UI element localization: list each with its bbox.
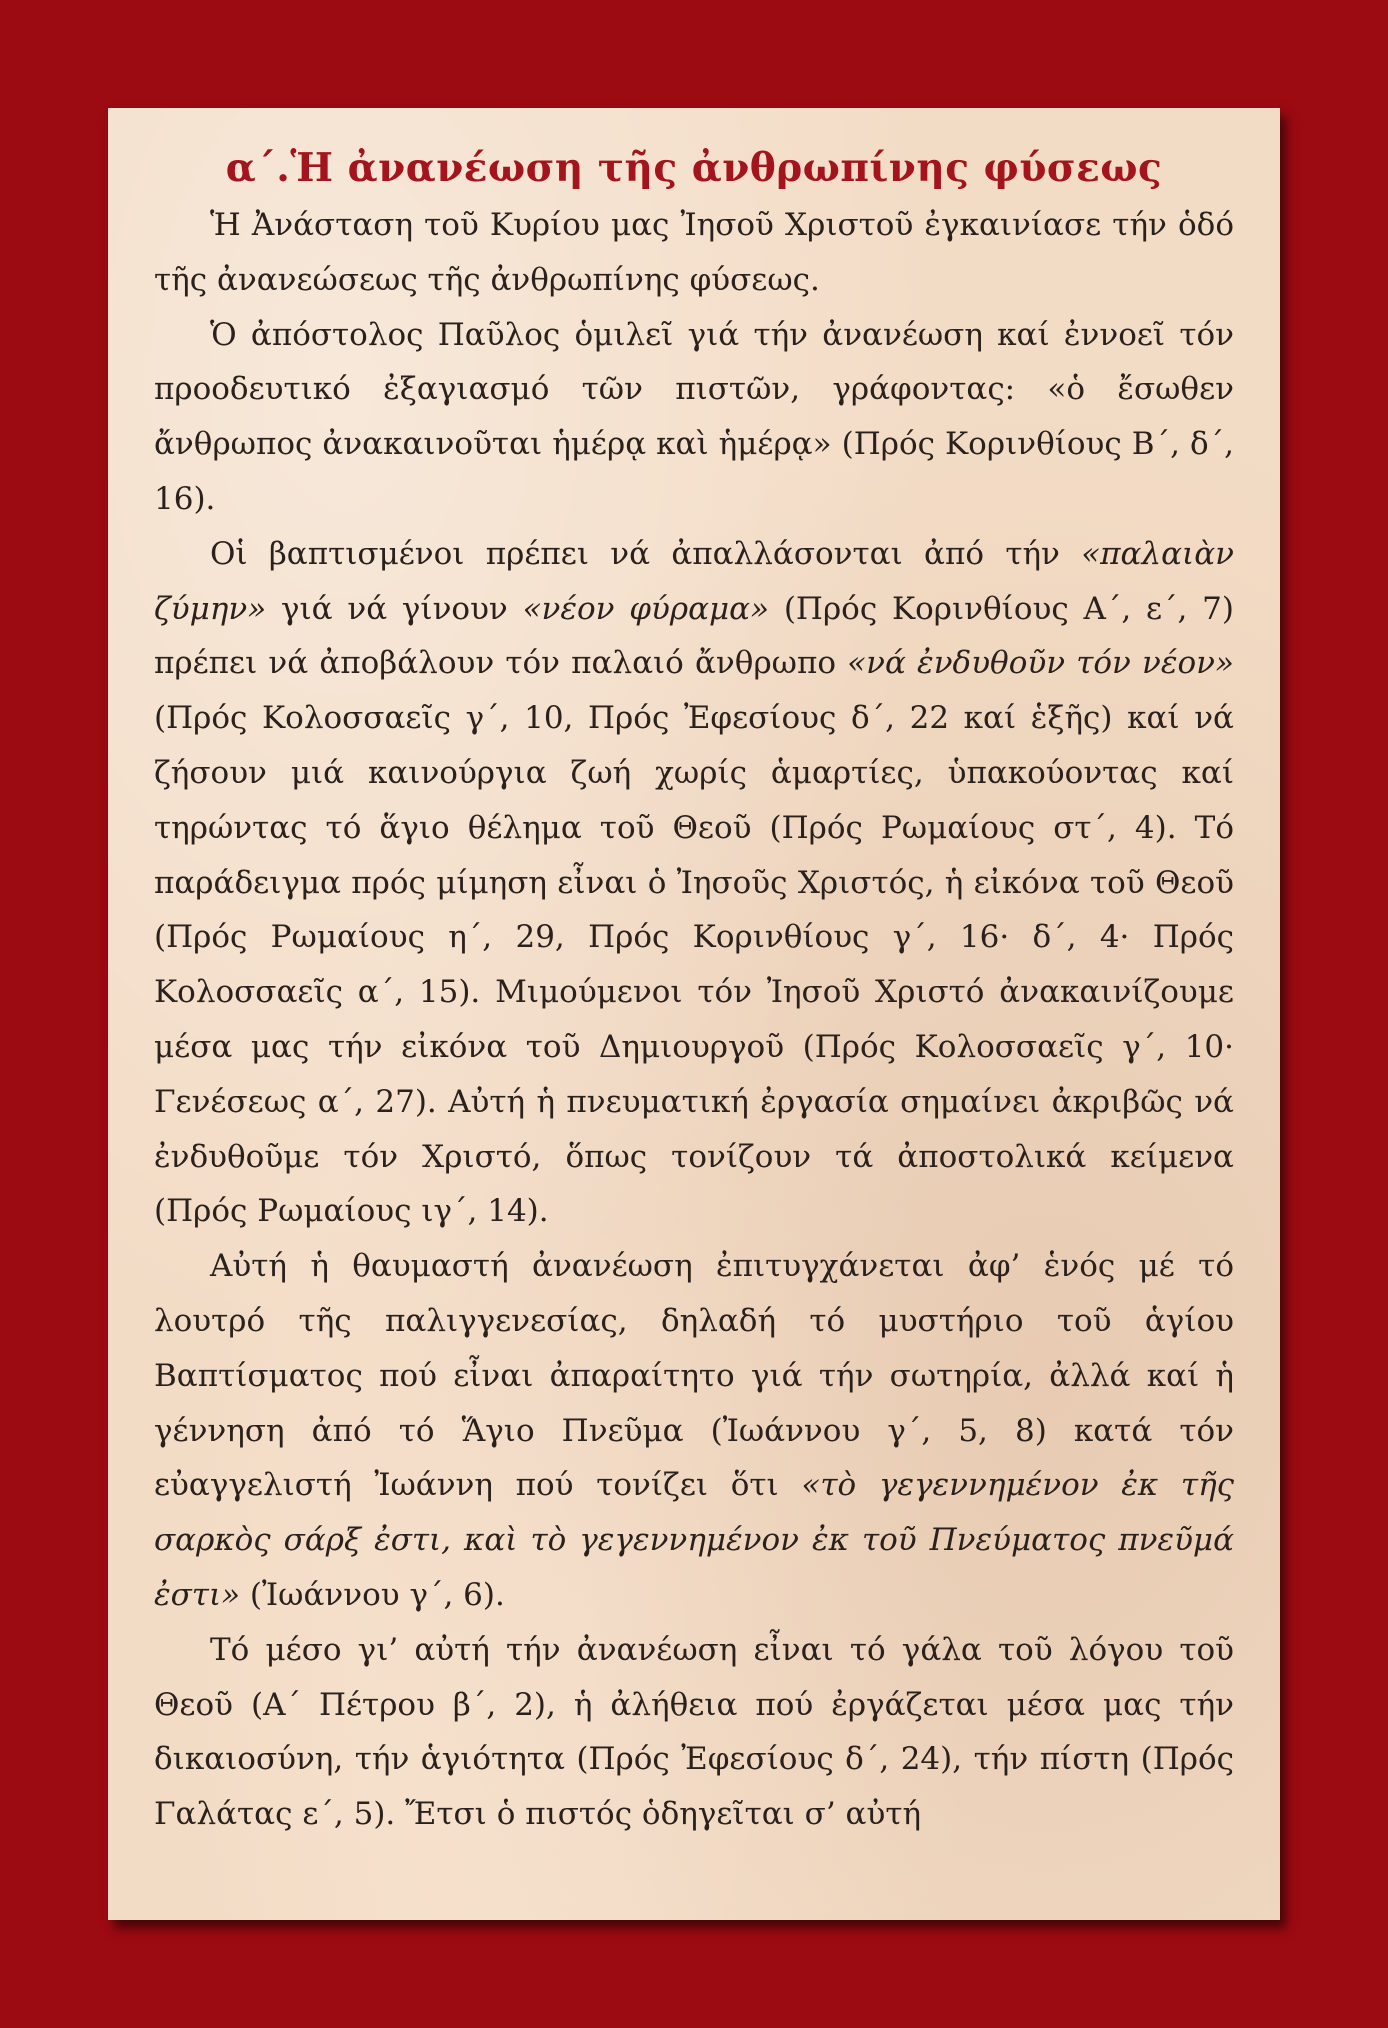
paragraph xyxy=(154,308,1234,527)
text-run: (Πρός Κολοσσαεῖς γ΄, 10, Πρός Ἐφεσίους δ΄, 22 καί ἑξῆς) καί νά ζήσουν μιά καινούργια ζωή χωρίς ἁμαρτίες, ὑπακούοντας καί τηρώντας τό ἅγιο θέλημα τοῦ Θεοῦ (Πρός Ρωμαίους στ΄, 4). Τό παράδειγμα πρός μίμηση εἶναι ὁ Ἰησοῦς Χριστός, ἡ εἰκόνα τοῦ Θεοῦ (Πρός Ρωμαίους η΄, 29, Πρός Κορινθίους γ΄, 16· δ΄, 4· Πρός Κολοσσαεῖς α΄, 15). Μιμούμενοι τόν Ἰησοῦ Χριστό ἀνακαινίζουμε μέσα μας τήν εἰκόνα τοῦ Δημιουργοῦ (Πρός Κολοσσαεῖς γ΄, 10· Γενέσεως α΄, 27). Αὐτή ἡ πνευματική ἐργασία σημαίνει ἀκριβῶς νά ἐνδυθοῦμε τόν Χριστό, ὅπως τονίζουν τά ἀποστολικά κείμενα (Πρός Ρωμαίους ιγ΄, 14). xyxy=(154,700,1234,1230)
text-run: (Ἰωάννου γ΄, 6). xyxy=(240,1576,505,1613)
document-page xyxy=(108,108,1280,1920)
text-run: (Πρός Κορινθίους Α΄, ε΄, 7) πρέπει νά ἀποβάλουν τόν παλαιό ἄνθρωπο xyxy=(154,590,1234,682)
italic-quote: «νά ἐνδυθοῦν τόν νέον» xyxy=(847,645,1234,682)
paragraph xyxy=(154,527,1234,1239)
paragraph xyxy=(154,198,1234,308)
text-run: Ἡ Ἀνάσταση τοῦ Κυρίου μας Ἰησοῦ Χριστοῦ ἐγκαινίασε τήν ὁδό τῆς ἀνανεώσεως τῆς ἀνθρωπίνης φύσεως. xyxy=(154,207,1234,298)
paragraph xyxy=(154,1239,1234,1623)
text-run: Ὁ ἀπόστολος Παῦλος ὁμιλεῖ γιά τήν ἀνανέωση καί ἐννοεῖ τόν προοδευτικό ἐξαγιασμό τῶν πιστῶν, γράφοντας: «ὁ ἔσωθεν ἄνθρωπος ἀνακαινοῦται ἡμέρᾳ καὶ ἡμέρᾳ» (Πρός Κορινθίους Β΄, δ΄, 16). xyxy=(154,316,1234,517)
italic-quote: «τὸ γεγεννημένον ἐκ τῆς σαρκὸς σάρξ ἐστι, καὶ τὸ γεγεννημένον ἐκ τοῦ Πνεύματος πνεῦμά ἐστι» xyxy=(154,1467,1235,1613)
paragraph xyxy=(154,1623,1234,1842)
text-run: γιά νά γίνουν xyxy=(266,590,523,627)
body-text xyxy=(154,198,1234,1842)
section-heading: α΄.Ἡ ἀνανέωση τῆς ἀνθρωπίνης φύσεως xyxy=(225,145,1163,191)
text-run: Τό μέσο γι’ αὐτή τήν ἀνανέωση εἶναι τό γάλα τοῦ λόγου τοῦ Θεοῦ (Α΄ Πέτρου β΄, 2), ἡ ἀλήθεια πού ἐργάζεται μέσα μας τήν δικαιοσύνη, τήν ἁγιότητα (Πρός Ἐφεσίους δ΄, 24), τήν πίστη (Πρός Γαλάτας ε΄, 5). Ἔτσι ὁ πιστός ὁδηγεῖται σ’ αὐτή xyxy=(154,1631,1234,1833)
text-run: Οἱ βαπτισμένοι πρέπει νά ἀπαλλάσονται ἀπό τήν xyxy=(210,535,1082,572)
text-run: Αὐτή ἡ θαυμαστή ἀνανέωση ἐπιτυγχάνεται ἀφ’ ἑνός μέ τό λουτρό τῆς παλιγγενεσίας, δηλαδή τό μυστήριο τοῦ ἁγίου Βαπτίσματος πού εἶναι ἀπαραίτητο γιά τήν σωτηρία, ἀλλά καί ἡ γέννηση ἀπό τό Ἅγιο Πνεῦμα (Ἰωάννου γ΄, 5, 8) κατά τόν εὐαγγελιστή Ἰωάννη πού τονίζει ὅτι xyxy=(154,1248,1234,1504)
italic-quote: «νέον φύραμα» xyxy=(522,590,770,627)
italic-quote: «παλαιὰν ζύμην» xyxy=(154,535,1234,627)
